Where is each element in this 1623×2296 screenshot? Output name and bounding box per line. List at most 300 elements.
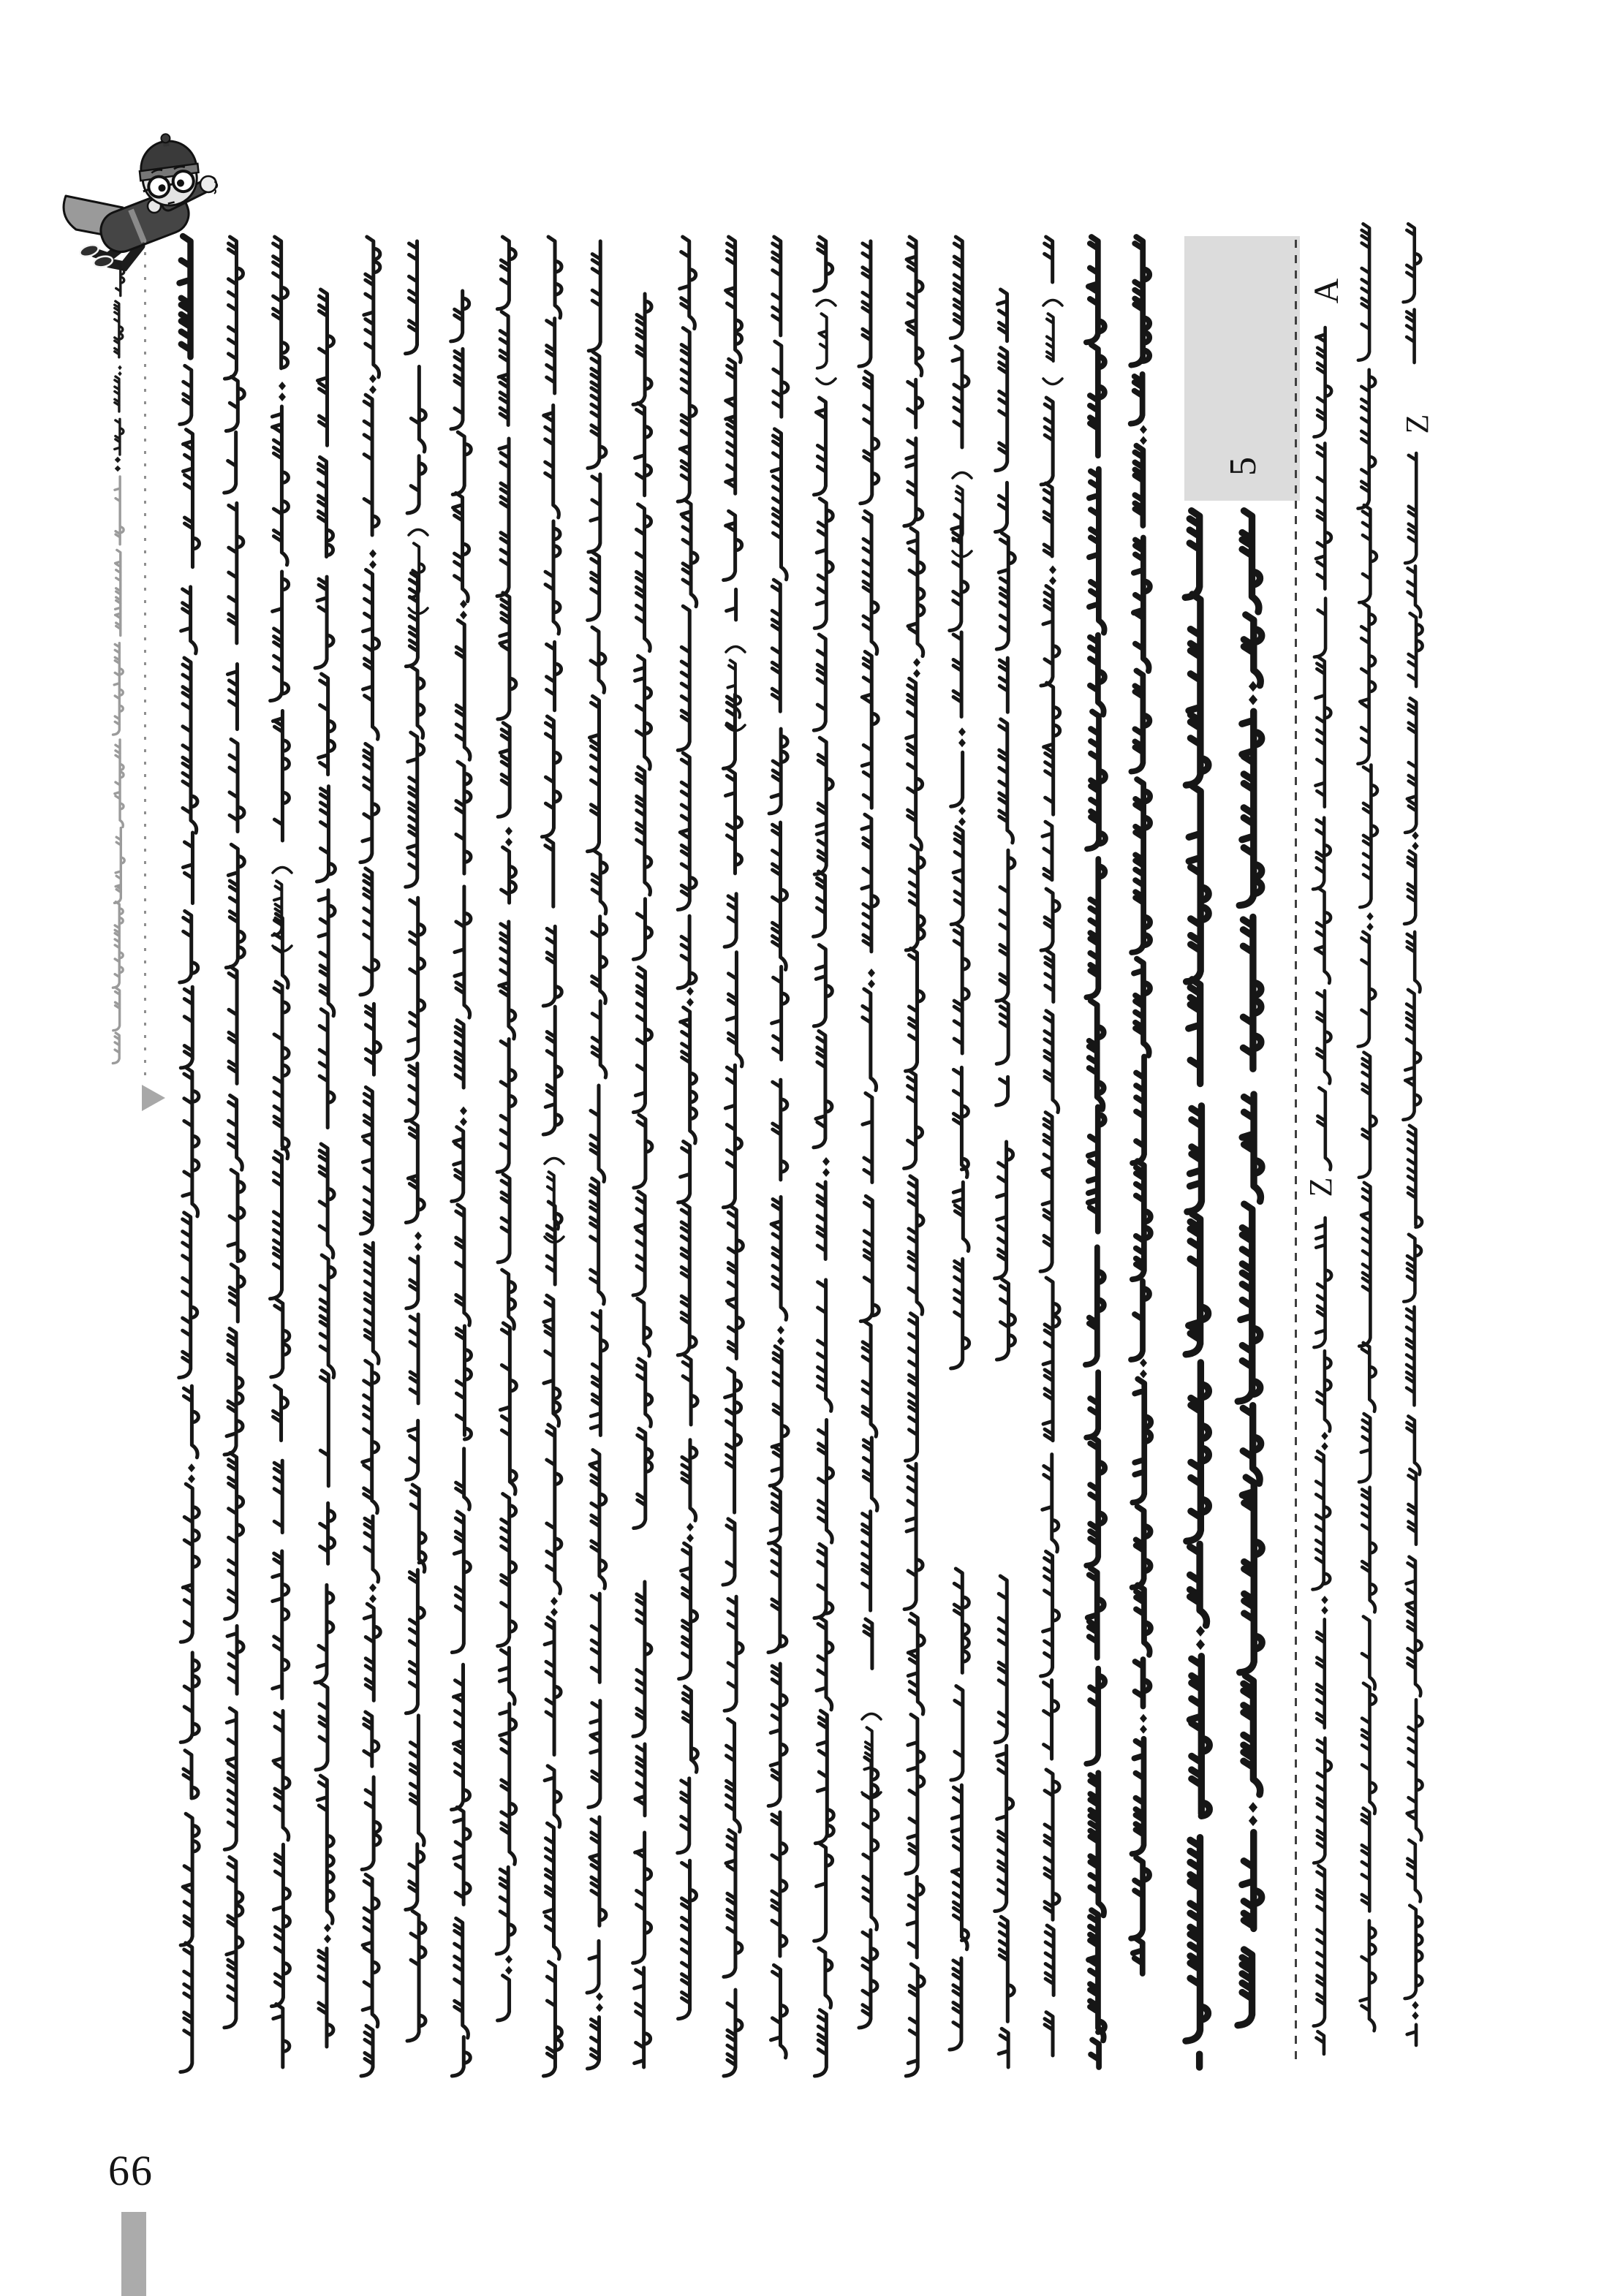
script-stroke (406, 898, 425, 1059)
arrow-right-icon (142, 1085, 165, 1111)
script-stroke (1043, 1455, 1059, 1552)
script-stroke (725, 1596, 743, 1710)
script-stroke (406, 1257, 418, 1308)
script-stroke (452, 1127, 464, 1202)
script-stroke (951, 827, 963, 924)
script-stroke (904, 1463, 923, 1609)
script-stroke (1405, 1906, 1423, 1998)
script-stroke (1045, 1011, 1059, 1113)
script-stroke (320, 1371, 328, 1486)
script-stroke (773, 1080, 787, 1180)
script-stroke (224, 1857, 243, 2027)
script-stroke (188, 1463, 195, 1483)
script-stroke (1315, 657, 1331, 807)
script-stroke (1091, 2040, 1099, 2067)
script-stroke (907, 678, 923, 849)
script-stroke (683, 1355, 697, 1425)
script-stroke (270, 572, 289, 701)
script-stroke (952, 1785, 968, 1950)
script-stroke (814, 1031, 832, 1147)
script-stroke (727, 1719, 741, 1832)
script-stroke (1317, 1619, 1324, 1727)
script-stroke (1359, 505, 1377, 602)
script-stroke (591, 1311, 607, 1435)
script-stroke (906, 845, 924, 950)
script-stroke (590, 1817, 606, 1925)
script-stroke (862, 1714, 881, 1720)
script-stroke (772, 1812, 787, 1956)
script-stroke (229, 1095, 243, 1170)
script-stroke (115, 419, 124, 455)
script-stroke (364, 395, 379, 535)
script-stroke (229, 503, 243, 643)
script-stroke (1045, 237, 1053, 282)
script-stroke (862, 651, 878, 808)
script-stroke (497, 439, 509, 596)
script-stroke (864, 1619, 872, 1669)
script-stroke (637, 767, 651, 895)
script-stroke (1090, 345, 1105, 456)
script-stroke (725, 1368, 741, 1512)
script-stroke (1405, 698, 1416, 833)
script-stroke (1362, 1683, 1376, 1814)
script-stroke (456, 1205, 470, 1325)
script-stroke (230, 739, 244, 831)
script-stroke (864, 1727, 871, 1775)
script-stroke (360, 868, 379, 995)
script-stroke (817, 1618, 833, 1710)
script-stroke (273, 1551, 289, 1699)
script-stroke (499, 922, 515, 1039)
script-stroke (997, 289, 1007, 341)
script-stroke (1409, 613, 1423, 686)
script-stroke (406, 1121, 424, 1223)
script-stroke (498, 1494, 516, 1646)
script-stroke (906, 1714, 924, 1873)
script-stroke (863, 1757, 878, 1930)
script-stroke (547, 1425, 561, 1594)
script-stroke (544, 1295, 560, 1426)
script-stroke (1190, 1544, 1207, 1625)
script-stroke (363, 569, 379, 739)
script-stroke (1135, 1659, 1150, 1706)
script-stroke (773, 822, 787, 969)
script-stroke (1089, 1910, 1105, 2040)
script-stroke (406, 732, 424, 887)
script-stroke (996, 850, 1015, 1001)
sidebar-dotted-rule (144, 240, 146, 1082)
script-stroke (592, 850, 607, 913)
script-stroke (1086, 1437, 1105, 1566)
script-stroke (1043, 300, 1062, 306)
script-stroke (1314, 1218, 1331, 1347)
script-stroke (365, 1516, 379, 1582)
script-stroke (637, 504, 651, 651)
script-stroke (116, 262, 124, 296)
script-stroke (1186, 594, 1208, 785)
script-stroke (363, 1360, 379, 1512)
script-stroke (999, 658, 1007, 712)
script-stroke (366, 1004, 380, 1075)
script-stroke (498, 593, 516, 719)
script-stroke (1187, 1106, 1202, 1212)
script-stroke (1321, 1432, 1328, 1451)
script-stroke (505, 827, 512, 846)
script-stroke (184, 1751, 198, 1798)
script-stroke (545, 1159, 564, 1164)
script-stroke (771, 1965, 787, 2058)
script-stroke (1133, 1939, 1143, 1974)
script-stroke (273, 2004, 290, 2067)
script-stroke (1087, 711, 1105, 849)
script-stroke (183, 430, 199, 567)
script-stroke (683, 1686, 697, 1772)
script-stroke (771, 1197, 787, 1320)
script-stroke (183, 1067, 199, 1216)
script-stroke (115, 301, 123, 357)
script-stroke (995, 482, 1007, 531)
script-stroke (455, 1918, 469, 2037)
script-stroke (1312, 1451, 1330, 1589)
script-stroke (814, 1544, 833, 1618)
script-stroke (1134, 537, 1150, 671)
script-stroke (633, 294, 651, 404)
script-stroke (686, 987, 694, 1007)
script-stroke (1132, 1507, 1151, 1588)
script-stroke (1317, 990, 1331, 1083)
script-stroke (678, 1141, 690, 1202)
script-stroke (451, 349, 463, 429)
script-stroke (228, 1170, 244, 1261)
script-stroke (723, 1065, 741, 1208)
script-stroke (411, 667, 424, 738)
script-stroke (1314, 1738, 1331, 1863)
script-stroke (1407, 1700, 1423, 1840)
script-stroke (319, 1948, 333, 2047)
script-stroke (115, 477, 124, 545)
script-stroke (361, 2026, 373, 2076)
script-stroke (1041, 1551, 1059, 1676)
script-stroke (819, 1420, 833, 1542)
script-stroke (113, 1033, 119, 1064)
script-stroke (1045, 950, 1053, 1001)
script-stroke (453, 493, 469, 601)
script-stroke (1408, 1469, 1415, 1545)
script-stroke (498, 723, 510, 817)
script-stroke (587, 2017, 599, 2069)
script-stroke (365, 1243, 379, 1363)
script-stroke (904, 439, 923, 526)
script-stroke (863, 1093, 872, 1182)
script-stroke (1412, 831, 1419, 850)
script-stroke (1047, 314, 1053, 361)
script-stroke (723, 1519, 735, 1585)
script-stroke (1244, 1675, 1260, 1795)
script-stroke (1132, 1739, 1143, 1854)
script-stroke (587, 696, 599, 851)
script-stroke (1132, 1379, 1151, 1502)
script-stroke (678, 1203, 696, 1355)
script-stroke (179, 1213, 197, 1378)
script-stroke (369, 374, 377, 394)
script-stroke (682, 1440, 697, 1520)
script-stroke (499, 312, 508, 425)
script-stroke (455, 887, 471, 1018)
script-stroke (498, 1976, 510, 2020)
script-stroke (320, 1503, 335, 1564)
script-stroke (551, 1597, 558, 1617)
script-stroke (271, 1844, 290, 2006)
script-stroke (814, 2010, 826, 2076)
script-stroke (1359, 1053, 1377, 1178)
script-stroke (544, 405, 559, 518)
script-stroke (452, 1512, 470, 1653)
script-stroke (1185, 511, 1200, 598)
script-stroke (1140, 1714, 1147, 1734)
script-stroke (406, 1420, 418, 1479)
script-stroke (460, 599, 467, 619)
script-stroke (1314, 327, 1331, 437)
script-stroke (543, 1962, 561, 2076)
script-stroke (410, 1716, 424, 1846)
script-stroke (818, 1280, 832, 1412)
script-stroke (634, 1428, 652, 1528)
script-stroke (273, 1386, 288, 1441)
script-stroke (319, 674, 335, 775)
script-stroke (909, 1176, 923, 1314)
script-stroke (633, 1833, 651, 1963)
script-stroke (727, 1205, 743, 1358)
script-stroke (1132, 779, 1150, 952)
script-stroke (547, 642, 561, 710)
script-stroke (500, 1323, 516, 1494)
script-stroke (635, 656, 651, 769)
script-stroke (1041, 398, 1053, 485)
script-stroke (1408, 1126, 1422, 1227)
script-stroke (273, 711, 289, 841)
script-stroke (1045, 1770, 1059, 1920)
script-stroke (181, 1943, 192, 2072)
script-stroke (907, 237, 923, 376)
script-stroke (455, 1020, 464, 1088)
script-stroke (274, 982, 289, 1159)
script-stroke (1407, 1840, 1420, 1901)
script-stroke (1041, 586, 1059, 685)
script-stroke (1187, 786, 1209, 982)
script-stroke (638, 1299, 651, 1356)
script-stroke (319, 457, 333, 556)
script-stroke (773, 237, 781, 336)
script-stroke (996, 533, 1015, 649)
script-stroke (635, 1968, 651, 2067)
script-stroke (1045, 2012, 1053, 2056)
script-stroke (409, 530, 428, 536)
script-stroke (822, 1157, 830, 1177)
script-stroke (113, 988, 120, 1031)
script-stroke (953, 1182, 969, 1251)
script-stroke (1407, 932, 1420, 992)
script-stroke (226, 376, 244, 431)
script-stroke (771, 429, 787, 580)
script-stroke (1366, 912, 1374, 931)
script-stroke (499, 1648, 515, 1704)
script-stroke (1407, 310, 1414, 363)
script-stroke (817, 300, 836, 306)
script-stroke (116, 550, 121, 635)
script-stroke (725, 894, 736, 947)
script-stroke (863, 1321, 877, 1436)
script-stroke (118, 365, 122, 376)
script-stroke (115, 376, 119, 412)
script-stroke (587, 1941, 599, 1993)
script-stroke (953, 346, 969, 447)
script-stroke (814, 499, 833, 628)
script-stroke (772, 966, 788, 1059)
script-stroke (184, 1386, 198, 1458)
script-stroke (817, 379, 836, 384)
script-stroke (1131, 1281, 1149, 1360)
script-stroke (545, 839, 553, 907)
script-stroke (406, 1064, 417, 1121)
script-stroke (908, 528, 924, 656)
script-stroke (324, 1923, 331, 1943)
script-stroke (678, 328, 696, 502)
script-stroke (1189, 980, 1200, 1084)
script-stroke (1404, 1235, 1421, 1302)
script-stroke (230, 1265, 244, 1322)
script-stroke (1408, 566, 1421, 616)
script-stroke (1140, 1358, 1147, 1378)
script-stroke (863, 1438, 877, 1511)
script-stroke (1131, 1857, 1149, 1939)
script-stroke (863, 989, 877, 1091)
script-stroke (814, 738, 833, 874)
script-stroke (1407, 2025, 1416, 2045)
script-stroke (364, 1712, 379, 1766)
script-stroke (679, 1543, 697, 1679)
script-stroke (273, 881, 282, 935)
script-stroke (1186, 1213, 1208, 1354)
script-stroke (1189, 1656, 1209, 1816)
script-stroke (770, 1346, 788, 1486)
script-stroke (1317, 1088, 1331, 1170)
script-stroke (369, 549, 377, 569)
script-stroke (996, 1000, 1008, 1064)
script-stroke (229, 966, 237, 1083)
script-stroke (589, 1701, 600, 1808)
script-stroke (317, 1776, 333, 1923)
script-stroke (315, 1585, 333, 1683)
script-stroke (502, 1270, 515, 1329)
script-stroke (678, 1778, 689, 1853)
script-stroke (498, 1174, 510, 1262)
script-stroke (906, 948, 924, 1071)
script-stroke (274, 1460, 282, 1532)
script-stroke (678, 753, 696, 909)
script-stroke (680, 237, 696, 329)
script-stroke (1362, 1616, 1375, 1689)
script-stroke (859, 1930, 877, 2028)
script-stroke (227, 664, 237, 729)
script-stroke (815, 1710, 833, 1843)
script-stroke (1362, 1808, 1369, 1912)
script-stroke (1045, 1925, 1053, 1995)
script-stroke (1361, 1921, 1376, 2031)
script-stroke (183, 833, 192, 903)
script-stroke (868, 969, 875, 988)
script-stroke (411, 367, 425, 452)
script-stroke (996, 348, 1007, 471)
script-stroke (768, 1664, 787, 1806)
script-stroke (410, 1314, 418, 1403)
script-stroke (1404, 224, 1421, 302)
script-stroke (452, 1664, 470, 1809)
script-stroke (678, 916, 696, 988)
script-stroke (951, 1259, 969, 1368)
section-letter-a: A (1306, 278, 1346, 304)
script-stroke (638, 1359, 652, 1427)
script-stroke (224, 237, 243, 379)
script-stroke (591, 627, 605, 692)
script-stroke (904, 1071, 923, 1169)
script-stroke (862, 814, 878, 952)
script-stroke (814, 398, 825, 495)
script-stroke (954, 924, 969, 1053)
script-stroke (502, 847, 516, 903)
script-stroke (225, 1453, 243, 1619)
script-stroke (181, 1484, 199, 1642)
script-stroke (181, 1653, 199, 1743)
script-stroke (542, 716, 560, 837)
script-stroke (996, 1077, 1008, 1105)
script-stroke (1360, 765, 1377, 908)
script-stroke (226, 844, 244, 967)
script-stroke (814, 634, 825, 730)
script-stroke (406, 241, 417, 354)
script-stroke (115, 740, 124, 827)
script-stroke (906, 1964, 924, 2076)
script-stroke (1089, 1107, 1105, 1231)
script-stroke (1359, 1183, 1370, 1346)
script-stroke (1315, 888, 1331, 983)
script-stroke (814, 945, 832, 1026)
script-stroke (726, 647, 745, 653)
script-stroke (1314, 1865, 1325, 2026)
script-stroke (1044, 483, 1052, 556)
script-stroke (273, 1711, 290, 1841)
script-stroke (768, 1543, 787, 1652)
script-stroke (634, 1115, 652, 1188)
script-stroke (1131, 670, 1149, 771)
script-stroke (270, 1151, 282, 1299)
script-stroke (497, 1039, 515, 1172)
script-stroke (635, 403, 651, 495)
script-stroke (724, 511, 742, 580)
script-stroke (1407, 1416, 1420, 1474)
script-stroke (114, 828, 124, 903)
script-stroke (180, 365, 192, 424)
script-stroke (183, 658, 197, 833)
script-stroke (678, 606, 689, 750)
script-stroke (1249, 681, 1257, 705)
script-stroke (591, 1178, 605, 1304)
script-stroke (453, 432, 471, 494)
script-stroke (588, 352, 606, 468)
script-stroke (407, 456, 425, 513)
script-stroke (1090, 635, 1105, 715)
script-stroke (273, 868, 292, 874)
script-stroke (406, 573, 417, 667)
